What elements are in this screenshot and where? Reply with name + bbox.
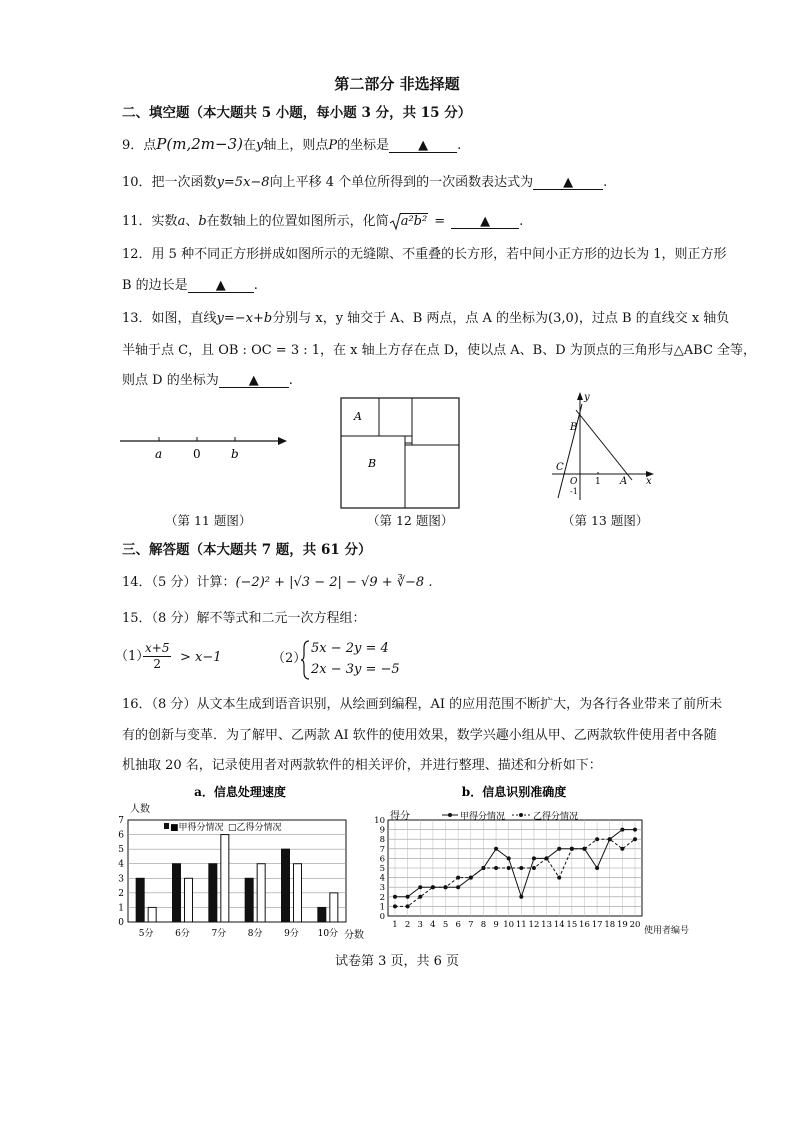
chart-b-ytick: 1 xyxy=(379,902,385,913)
figure-13-caption: （第 13 题图） xyxy=(562,513,649,528)
chart-a-ytick: 1 xyxy=(118,903,124,914)
q15-part1-label: （1） xyxy=(115,649,150,664)
q10-post: 向上平移 4 个单位所得到的一次函数表达式为 xyxy=(269,175,534,190)
chart-b-ytick: 8 xyxy=(379,835,385,846)
chart-b-xtick: 8 xyxy=(480,920,487,930)
q10-pre: 把一次函数 xyxy=(151,175,217,190)
chart-b-title: b．信息识别准确度 xyxy=(461,785,567,799)
chart-a-title: a．信息处理速度 xyxy=(194,785,286,799)
chart-b-point-yi xyxy=(406,904,410,908)
q9-yvar: y xyxy=(255,138,264,153)
chart-a-xtick: 7分 xyxy=(211,929,227,939)
chart-a-ytick: 3 xyxy=(118,874,124,885)
question-13-line2: 半轴于点 C，且 OB : OC = 3 : 1，在 x 轴上方存在点 D，使以点 A、B、D 为顶点的三角形与△ABC 全等， xyxy=(122,343,757,358)
q13-coord: (3,0) xyxy=(548,311,579,326)
legend-jia-marker xyxy=(448,813,452,817)
chart-a-bar-yi xyxy=(294,864,302,922)
q9-pvar: P xyxy=(328,138,338,153)
chart-b-line-yi xyxy=(395,839,635,906)
chart-b-xtick: 15 xyxy=(566,920,578,930)
chart-a-bar-jia xyxy=(245,878,253,922)
q14-pre: 14．（5 分）计算： xyxy=(122,575,236,590)
square-B xyxy=(341,436,405,508)
chart-b-point-jia xyxy=(456,885,460,889)
chart-b-xlabel: 使用者编号 xyxy=(644,926,690,936)
label-b: b xyxy=(231,447,239,461)
q10-number: 10． xyxy=(122,175,152,190)
chart-b-point-jia xyxy=(557,847,561,851)
chart-b-xtick: 2 xyxy=(404,920,411,930)
q9-mid: 在 xyxy=(242,138,256,153)
question-14 xyxy=(122,574,432,592)
chart-b-point-jia xyxy=(507,856,511,860)
chart-b-point-jia xyxy=(595,866,599,870)
chart-b-xtick: 6 xyxy=(455,920,461,930)
chart-a-bar-yi xyxy=(330,893,338,922)
figure-12-squares xyxy=(338,396,462,512)
chart-a-legend-swatch-jia xyxy=(164,823,169,829)
chart-b-ytick: 9 xyxy=(379,825,385,836)
chart-a-legend-yi: □乙得分情况 xyxy=(228,823,282,833)
chart-a-xtick: 9分 xyxy=(284,929,299,939)
chart-b-ytick: 5 xyxy=(379,864,385,874)
chart-b-point-jia xyxy=(620,828,624,832)
square-top-middle xyxy=(379,398,412,436)
chart-a-ytick: 7 xyxy=(118,816,124,826)
q10-function: y=5x−8 xyxy=(216,175,270,190)
chart-a-processing-speed xyxy=(112,782,370,942)
chart-a-xlabel: 分数 xyxy=(344,930,364,941)
label-A: A xyxy=(354,410,362,423)
page-footer: 试卷第 3 页，共 6 页 xyxy=(334,954,460,969)
chart-b-xtick: 17 xyxy=(591,920,603,930)
q11-eq: = xyxy=(434,214,446,229)
chart-a-bar-yi xyxy=(257,864,265,922)
q11-sep: 、 xyxy=(185,214,199,229)
chart-b-ytick: 10 xyxy=(374,816,385,826)
label-y: y xyxy=(584,392,590,403)
label-A: A xyxy=(620,476,628,487)
chart-a-ytick: 2 xyxy=(118,888,124,899)
label-B: B xyxy=(570,422,578,433)
chart-a-ytick: 5 xyxy=(118,845,124,856)
chart-b-point-yi xyxy=(519,866,523,870)
q15-equation-1: 5x − 2y = 4 xyxy=(311,641,389,656)
q12-end: . xyxy=(253,278,258,293)
chart-a-xtick: 5分 xyxy=(138,929,154,939)
chart-a-ytick: 0 xyxy=(118,918,124,928)
q13-line1-pre: 13．如图，直线 xyxy=(122,311,217,326)
q11-post: 在数轴上的位置如图所示，化简 xyxy=(206,214,389,229)
figure-11-number-line xyxy=(115,425,295,465)
question-13-line1 xyxy=(122,310,729,328)
chart-b-ylabel: 得分 xyxy=(390,811,410,822)
question-10 xyxy=(122,174,607,192)
q15-fraction xyxy=(143,641,171,672)
question-16-line1: 16．（8 分）从文本生成到语音识别，从绘画到编程，AI 的应用范围不断扩大，为各行各业带来了前所未 xyxy=(122,697,723,712)
chart-b-xtick: 7 xyxy=(468,920,474,930)
chart-b-point-jia xyxy=(406,895,410,899)
chart-b-point-yi xyxy=(545,856,549,860)
chart-a-bar-jia xyxy=(136,878,144,922)
chart-a-frame xyxy=(128,820,346,922)
chart-b-xtick: 16 xyxy=(579,920,590,930)
line-AB xyxy=(576,410,632,480)
chart-a-xtick: 6分 xyxy=(175,929,190,939)
chart-b-point-yi xyxy=(620,847,624,851)
chart-b-xtick: 11 xyxy=(515,920,527,930)
chart-b-point-yi xyxy=(418,895,422,899)
question-13-line3 xyxy=(122,372,293,390)
chart-b-legend-yi: 乙得分情况 xyxy=(533,812,579,822)
q15-part2-label: （2） xyxy=(272,651,307,666)
chart-a-xtick: 8分 xyxy=(247,929,263,939)
chart-b-point-jia xyxy=(393,895,397,899)
chart-b-xtick: 12 xyxy=(528,920,540,930)
chart-b-point-yi xyxy=(608,837,612,841)
q12-line2-pre: B 的边长是 xyxy=(122,278,188,293)
chart-b-xtick: 5 xyxy=(442,920,449,930)
chart-b-ytick: 7 xyxy=(379,844,385,855)
chart-b-point-yi xyxy=(431,885,435,889)
q13-line3-pre: 则点 D 的坐标为 xyxy=(122,373,219,388)
q13-line1-post: ，过点 B 的直线交 x 轴负 xyxy=(578,311,730,326)
question-11 xyxy=(122,213,523,231)
chart-a-ytick: 4 xyxy=(118,859,124,870)
square-small-center xyxy=(405,436,412,443)
q15-inequality-rest: > x−1 xyxy=(180,650,222,665)
page-title: 第二部分 非选择题 xyxy=(334,75,460,93)
question-16-line2: 有的创新与变革．为了解甲、乙两款 AI 软件的使用效果，数学兴趣小组从甲、乙两款软件使用者中各随 xyxy=(122,728,717,743)
q15-fraction-denominator: 2 xyxy=(153,657,162,671)
chart-b-ytick: 3 xyxy=(379,883,385,894)
q15-equation-2: 2x − 3y = −5 xyxy=(311,662,400,677)
label-neg1: -1 xyxy=(570,487,578,496)
figure-12-caption: （第 12 题图） xyxy=(367,513,454,528)
figure-13-coordinates xyxy=(540,388,660,504)
square-top-right xyxy=(412,398,459,445)
label-B: B xyxy=(368,457,377,470)
chart-a-bar-jia xyxy=(282,849,290,922)
section-heading-solutions: 三、解答题（本大题共 7 题，共 61 分） xyxy=(122,542,372,558)
question-16-line3: 机抽取 20 名，记录使用者对两款软件的相关评价，并进行整理、描述和分析如下： xyxy=(122,758,602,773)
chart-b-point-jia xyxy=(519,895,523,899)
label-0: 0 xyxy=(193,447,201,461)
q11-answer-blank[interactable]: ▲ xyxy=(451,213,519,229)
chart-a-bar-jia xyxy=(173,864,181,922)
label-x: x xyxy=(646,476,652,487)
chart-b-legend-jia: 甲得分情况 xyxy=(460,812,506,822)
label-1: 1 xyxy=(595,477,601,487)
chart-a-ytick: 6 xyxy=(118,830,124,841)
chart-b-point-jia xyxy=(633,828,637,832)
chart-b-ytick: 4 xyxy=(379,873,385,884)
chart-a-bar-yi xyxy=(221,835,229,922)
number-line-arrow-icon xyxy=(278,437,287,445)
chart-b-ytick: 6 xyxy=(379,854,385,865)
square-bottom-right xyxy=(405,445,459,508)
chart-b-point-yi xyxy=(494,866,498,870)
q9-answer-blank[interactable]: ▲ xyxy=(389,137,457,153)
chart-b-ytick: 0 xyxy=(379,912,385,922)
q10-end: . xyxy=(603,175,608,190)
q11-number: 11． xyxy=(122,214,152,229)
q11-radicand: a²b² xyxy=(400,214,428,229)
y-axis-arrow-icon xyxy=(577,392,583,400)
chart-b-xtick: 3 xyxy=(417,920,423,930)
q13-answer-blank[interactable]: ▲ xyxy=(219,372,289,388)
q9-point-expr: P(m,2m−3) xyxy=(156,135,243,153)
q13-line-eq: y=−x+b xyxy=(216,311,273,326)
chart-b-point-yi xyxy=(456,876,460,880)
chart-a-xtick: 10分 xyxy=(317,929,339,939)
chart-b-ytick: 2 xyxy=(379,892,385,903)
chart-b-point-yi xyxy=(633,837,637,841)
chart-b-xtick: 13 xyxy=(541,920,552,930)
q11-b: b xyxy=(198,214,207,229)
q10-answer-blank[interactable]: ▲ xyxy=(533,174,603,190)
q9-pre: 点 xyxy=(143,138,157,153)
chart-b-point-jia xyxy=(494,847,498,851)
chart-b-xtick: 18 xyxy=(604,920,616,930)
chart-b-point-yi xyxy=(444,885,448,889)
chart-b-recognition-accuracy xyxy=(372,782,700,942)
q11-pre: 实数 xyxy=(151,214,178,229)
q11-sqrt xyxy=(389,213,429,231)
q13-end: . xyxy=(288,373,293,388)
chart-a-bar-jia xyxy=(209,864,217,922)
chart-b-point-yi xyxy=(469,876,473,880)
chart-b-point-yi xyxy=(481,866,485,870)
chart-a-ylabel: 人数 xyxy=(130,804,150,815)
chart-b-xtick: 19 xyxy=(616,920,628,930)
question-12-line1: 12．用 5 种不同正方形拼成如图所示的无缝隙、不重叠的长方形，若中间小正方形的边长为 1，则正方形 xyxy=(122,247,727,262)
chart-b-point-yi xyxy=(582,847,586,851)
q13-line1-mid: 分别与 x，y 轴交于 A、B 两点，点 A 的坐标为 xyxy=(272,311,549,326)
chart-b-xtick: 1 xyxy=(392,920,398,930)
q11-a: a xyxy=(177,214,186,229)
q12-answer-blank[interactable]: ▲ xyxy=(188,277,254,293)
section-heading-fill-blank: 二、填空题（本大题共 5 小题，每小题 3 分，共 15 分） xyxy=(122,105,472,121)
label-a: a xyxy=(155,447,163,461)
chart-b-point-yi xyxy=(532,866,536,870)
label-O: O xyxy=(570,477,578,487)
chart-a-bar-jia xyxy=(318,907,326,922)
chart-b-point-yi xyxy=(570,847,574,851)
chart-b-xtick: 9 xyxy=(493,920,499,930)
q14-expression: (−2)² + |√3 − 2| − √9 + ∛−8 . xyxy=(235,575,433,590)
q9-post: 轴上，则点 xyxy=(263,138,329,153)
chart-b-point-jia xyxy=(532,856,536,860)
chart-b-xtick: 14 xyxy=(553,920,565,930)
chart-b-point-jia xyxy=(418,885,422,889)
label-C: C xyxy=(556,462,564,473)
question-12-line2 xyxy=(122,277,258,295)
chart-a-legend-jia: ■甲得分情况 xyxy=(170,823,224,833)
q9-number: 9． xyxy=(122,138,144,153)
chart-b-xtick: 10 xyxy=(503,920,515,930)
chart-b-point-yi xyxy=(393,904,397,908)
q9-post2: 的坐标是 xyxy=(337,138,390,153)
chart-b-xtick: 20 xyxy=(629,920,641,930)
question-15: 15．（8 分）解不等式和二元一次方程组： xyxy=(122,611,366,626)
sqrt-sign-icon xyxy=(389,213,401,231)
figure-11-caption: （第 11 题图） xyxy=(165,513,252,528)
q15-fraction-numerator: x+5 xyxy=(145,641,170,655)
chart-a-bar-yi xyxy=(185,878,193,922)
chart-a-bar-yi xyxy=(148,907,156,922)
chart-b-xtick: 4 xyxy=(430,920,436,930)
chart-b-point-yi xyxy=(507,866,511,870)
chart-b-point-yi xyxy=(595,837,599,841)
q9-end: . xyxy=(457,138,462,153)
legend-yi-marker xyxy=(519,813,523,817)
chart-b-point-yi xyxy=(557,876,561,880)
system-brace-icon xyxy=(300,640,310,680)
question-9 xyxy=(122,135,461,155)
q11-end: . xyxy=(519,214,524,229)
